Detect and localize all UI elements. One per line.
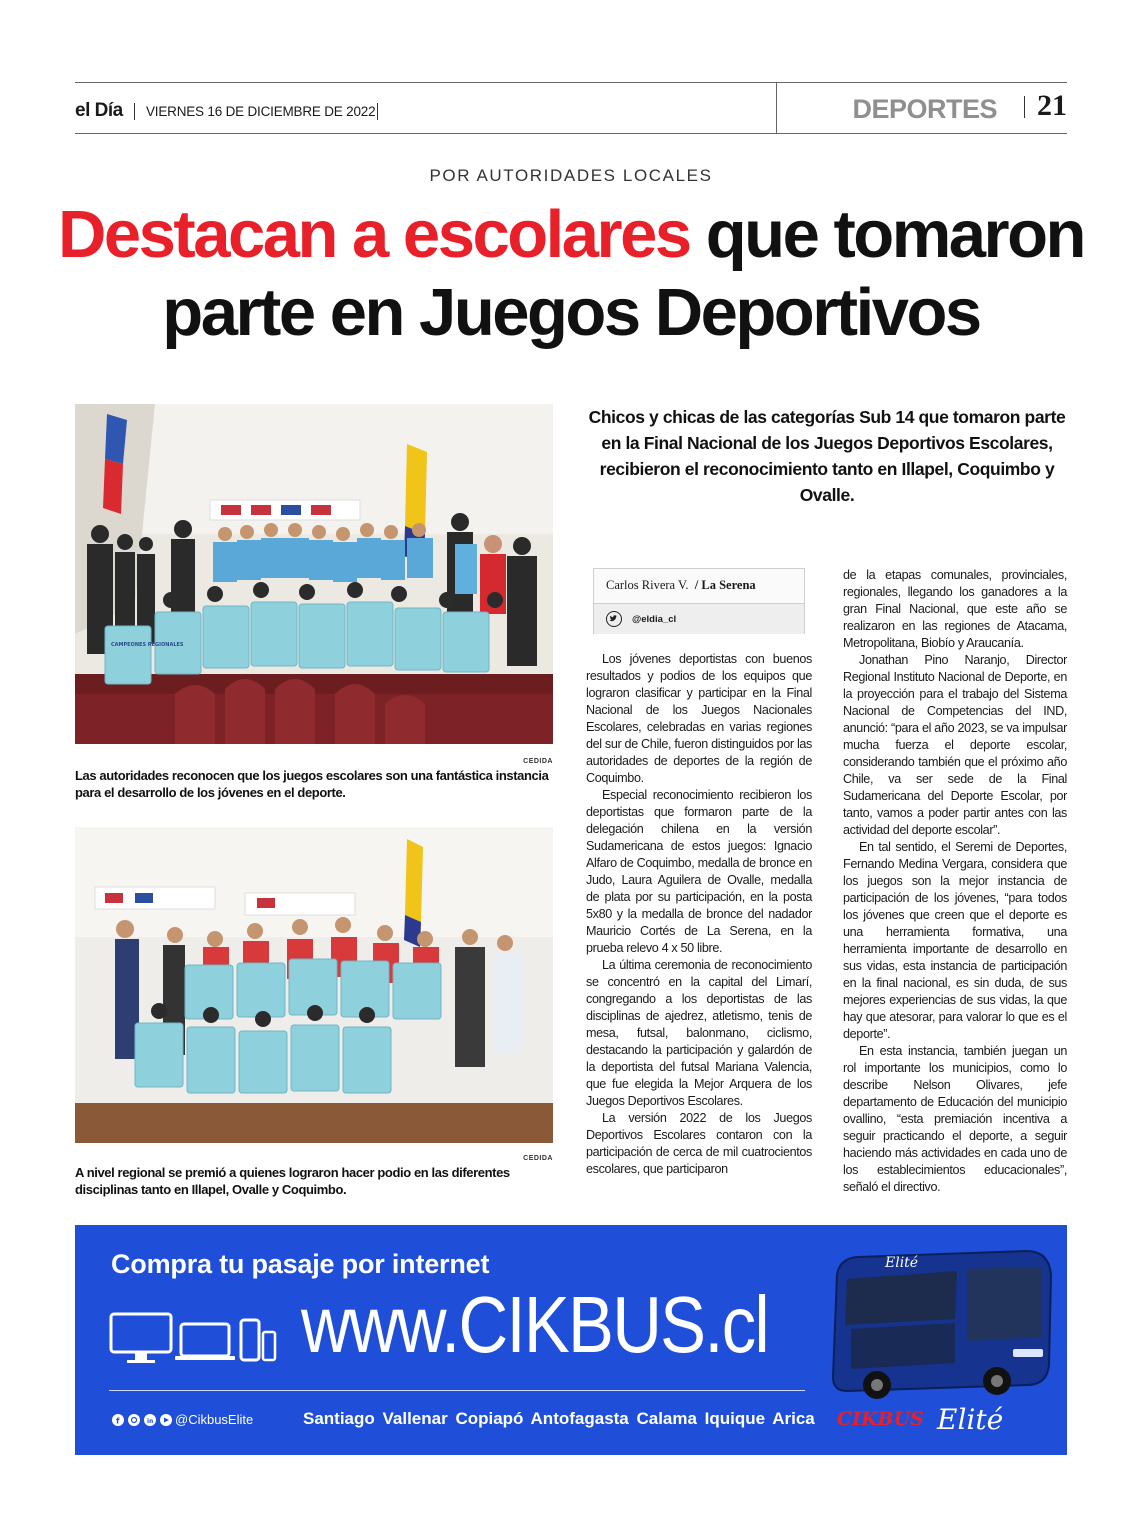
cikbus-elite-logo	[837, 1403, 1037, 1447]
article-headline	[40, 196, 1102, 352]
photo-ceremony-group	[75, 404, 553, 744]
paragraph: En esta instancia, también juegan un rol importante los municipios, como lo describe Nelson Olivares, jefe departamento de Educación del municipio ovallino, “esta premiación incentiva a seguir practicando el deporte, a seguir haciendo más actividades en cada uno de los establecimientos educacionales”, señaló el directivo.	[843, 1044, 1067, 1194]
byline-author: Carlos Rivera V.	[606, 578, 689, 592]
paragraph: de la etapas comunales, provinciales, regionales, llegando los ganadores a la gran Final Nacional, que este año se realizaron en las regiones de Atacama, Metropolitana, Biobío y Araucanía.	[843, 568, 1067, 650]
article-column-1	[586, 651, 812, 1178]
svg-text:f: f	[116, 1416, 120, 1426]
paragraph: Jonathan Pino Naranjo, Director Regional Instituto Nacional de Deporte, en la proyección para el trabajo del Sistema Nacional de Competencias del IND, anunció: “para el año 2023, se va impulsar mucha fuerza el deporte escolar, considerando también que el próximo año Chile, va ser sede de la Final Sudamericana del Deporte Escolar, por tanto, vamos a poder partir antes con las actividad del deporte escolar”.	[843, 653, 1067, 837]
photo1-credit: CEDIDA	[523, 758, 553, 765]
ad-divider	[109, 1390, 805, 1391]
header-top-rule	[75, 82, 1067, 83]
cikbus-advertisement[interactable]	[75, 1225, 1067, 1455]
photo-ceremony-group-image	[75, 404, 553, 744]
page-number: 21	[1037, 89, 1067, 122]
issue-date: VIERNES 16 DE DICIEMBRE DE 2022	[146, 104, 376, 119]
paragraph: La versión 2022 de los Juegos Deportivos Escolares contaron con la participación de cerca de mil cuatrocientos escolares, que participaron	[586, 1111, 812, 1176]
header-column-divider	[776, 82, 777, 134]
newspaper-brand: el Día	[75, 100, 123, 121]
logo-script-text: Elité	[937, 1403, 1004, 1436]
section-name: DEPORTES	[852, 94, 997, 124]
article-lead: Chicos y chicas de las categorías Sub 14 que tomaron parte en la Final Nacional de los Juegos Deportivos Escolares, recibieron el reconocimiento tanto en Illapel, Coquimbo y Ovalle.	[588, 407, 1066, 505]
ad-cities: Santiago Vallenar Copiapó Antofagasta Calama Iquique Arica	[303, 1409, 815, 1428]
photo-regional-winners-image	[75, 827, 553, 1143]
photo2-credit: CEDIDA	[523, 1155, 553, 1162]
headline-highlight: Destacan a escolares	[58, 197, 690, 272]
ad-tagline: Compra tu pasaje por internet	[111, 1249, 490, 1279]
shirt-label: CAMPEONES REGIONALES	[111, 642, 184, 648]
header-divider	[1024, 96, 1025, 118]
photo-regional-winners	[75, 827, 553, 1143]
instagram-icon	[128, 1414, 140, 1426]
devices-icon	[109, 1310, 279, 1368]
ad-url[interactable]: www.CIKBUS.cl	[301, 1280, 768, 1369]
logo-main-text: CIKBUS	[837, 1408, 924, 1430]
header-divider	[134, 103, 135, 120]
header-bottom-rule	[75, 133, 1067, 134]
paragraph: En tal sentido, el Seremi de Deportes, Fernando Medina Vergara, considera que los juegos son la mejor instancia de participación de los jóvenes, “para todos los jóvenes que creen que el deporte es una herramienta formativa, una herramienta importante de desarrollo en sus vidas, esta instancia de participación en la final nacional, es sin duda, de sus mejores experiencias de sus vidas, la que hay que atesorar, para valorar lo que es el deporte”.	[843, 840, 1067, 1041]
article-column-2	[843, 567, 1067, 1196]
ad-social-handle: @CikbusElite	[175, 1412, 254, 1427]
byline-separator: /	[694, 578, 699, 592]
header-divider	[377, 103, 378, 120]
svg-text:in: in	[147, 1418, 154, 1425]
paragraph: La última ceremonia de reconocimiento se concentró en la capital del Limarí, congregando a los deportistas de las disciplinas de ajedrez, atletismo, tenis de mesa, futsal, balonmano, ciclismo, destacando la participación y galardón de la deportista del futsal Mariana Valencia, que fue elegida la Mejor Arquera de los Juegos Deportivos Escolares.	[586, 958, 812, 1108]
paragraph: Especial reconocimiento recibieron los deportistas que formaron parte de la delegación chilena en la versión Sudamericana de estos juegos: Ignacio Alfaro de Coquimbo, medalla de bronce en Judo, Laura Aguilera de Ovalle, medalla de plata por su participación, en la posta 5x80 y la medalla de bronce del nadador Mauricio Cortés de La Serena, en la prueba relevo 4 x 50 libre.	[586, 788, 812, 955]
byline-author-line	[606, 578, 756, 593]
photo2-caption: A nivel regional se premió a quienes lograron hacer podio en las diferentes disciplinas tanto en Illapel, Ovalle y Coquimbo.	[75, 1165, 510, 1197]
social-icons	[111, 1413, 173, 1427]
byline-twitter-handle: @eldia_cl	[632, 614, 677, 625]
byline-city: La Serena	[701, 578, 756, 592]
article-kicker: POR AUTORIDADES LOCALES	[429, 166, 713, 185]
bus-lettering: Elité	[885, 1255, 919, 1271]
bus-image	[827, 1245, 1057, 1405]
byline-box	[593, 568, 805, 634]
photo1-caption: Las autoridades reconocen que los juegos escolares son una fantástica instancia para el desarrollo de los jóvenes en el deporte.	[75, 768, 549, 800]
twitter-icon	[606, 611, 622, 627]
headline-rest: que tomaron parte en Juegos Deportivos	[162, 197, 1084, 350]
byline-social-bar	[594, 604, 804, 634]
paragraph: Los jóvenes deportistas con buenos resultados y podios de los equipos que lograron clasificar y participar en la Final Nacional de los Juegos Nacionales Escolares, celebradas en varias regiones del sur de Chile, fueron distinguidos por las autoridades de deportes de la región de Coquimbo.	[586, 652, 812, 785]
